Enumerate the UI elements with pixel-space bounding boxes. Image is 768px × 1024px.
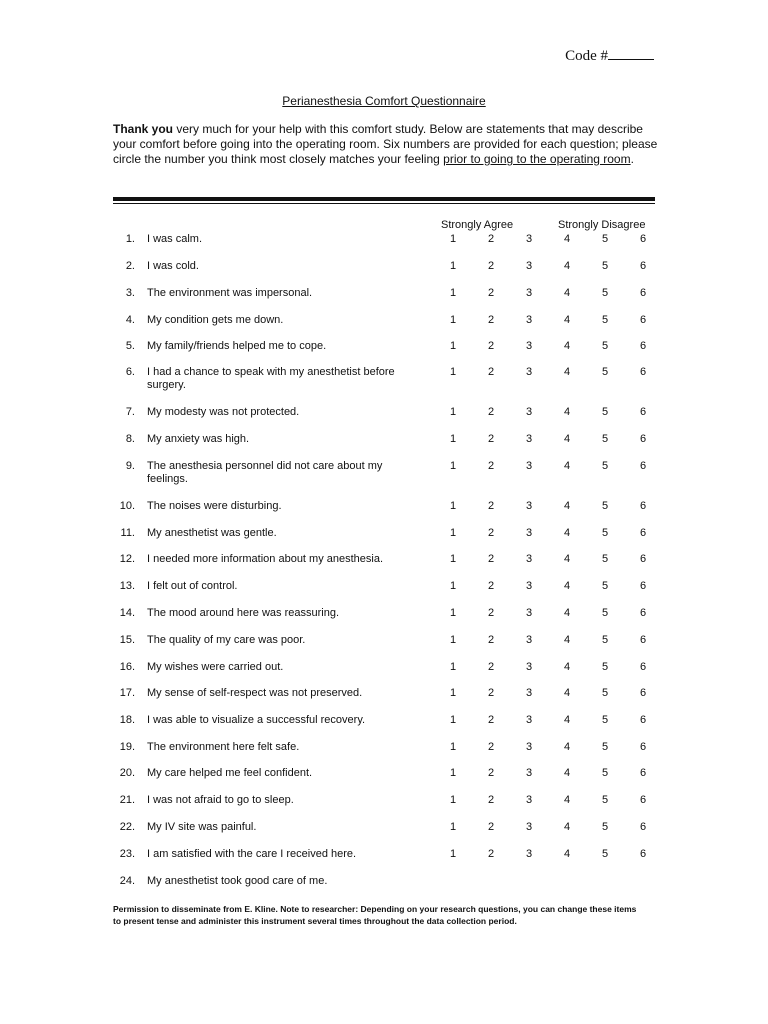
rating-option-4[interactable]: 4 bbox=[563, 661, 571, 673]
rating-option-2[interactable]: 2 bbox=[487, 460, 495, 472]
question-number: 22. bbox=[119, 821, 135, 833]
rating-option-1[interactable]: 1 bbox=[449, 553, 457, 565]
rating-option-5[interactable]: 5 bbox=[601, 527, 609, 539]
rating-option-2[interactable]: 2 bbox=[487, 661, 495, 673]
rating-option-1[interactable]: 1 bbox=[449, 687, 457, 699]
rating-option-6[interactable]: 6 bbox=[639, 687, 647, 699]
rating-option-6[interactable]: 6 bbox=[639, 314, 647, 326]
rating-option-1[interactable]: 1 bbox=[449, 848, 457, 860]
rating-option-1[interactable]: 1 bbox=[449, 287, 457, 299]
question-statement: I was not afraid to go to sleep. bbox=[147, 794, 294, 806]
rating-option-5[interactable]: 5 bbox=[601, 260, 609, 272]
rating-option-6[interactable]: 6 bbox=[639, 433, 647, 445]
footer-note: Permission to disseminate from E. Kline. Note to researcher: Depending on your research questions, you can change these items to present tense and administer this instrument several times throughout the data collection period. bbox=[113, 904, 637, 926]
question-number: 20. bbox=[119, 767, 135, 779]
question-statement: My family/friends helped me to cope. bbox=[147, 340, 327, 352]
rating-option-6[interactable]: 6 bbox=[639, 580, 647, 592]
rating-option-5[interactable]: 5 bbox=[601, 687, 609, 699]
question-statement: My wishes were carried out. bbox=[147, 661, 284, 673]
rating-option-2[interactable]: 2 bbox=[487, 287, 495, 299]
rating-option-3[interactable]: 3 bbox=[525, 527, 533, 539]
rating-option-6[interactable]: 6 bbox=[639, 634, 647, 646]
rating-option-6[interactable]: 6 bbox=[639, 767, 647, 779]
rating-option-3[interactable]: 3 bbox=[525, 287, 533, 299]
rating-option-2[interactable]: 2 bbox=[487, 527, 495, 539]
question-statement: My IV site was painful. bbox=[147, 821, 257, 833]
rating-option-5[interactable]: 5 bbox=[601, 340, 609, 352]
rating-option-6[interactable]: 6 bbox=[639, 500, 647, 512]
rating-option-3[interactable]: 3 bbox=[525, 848, 533, 860]
rating-option-2[interactable]: 2 bbox=[487, 340, 495, 352]
rating-option-2[interactable]: 2 bbox=[487, 634, 495, 646]
question-statement: My anesthetist took good care of me. bbox=[147, 875, 328, 887]
rating-option-4[interactable]: 4 bbox=[563, 741, 571, 753]
rating-option-6[interactable]: 6 bbox=[639, 794, 647, 806]
rating-option-6[interactable]: 6 bbox=[639, 340, 647, 352]
question-number: 5. bbox=[125, 340, 135, 352]
rating-option-6[interactable]: 6 bbox=[639, 260, 647, 272]
rating-option-3[interactable]: 3 bbox=[525, 607, 533, 619]
rating-option-1[interactable]: 1 bbox=[449, 406, 457, 418]
rating-option-4[interactable]: 4 bbox=[563, 767, 571, 779]
rating-option-6[interactable]: 6 bbox=[639, 661, 647, 673]
rating-option-2[interactable]: 2 bbox=[487, 233, 495, 245]
rating-option-2[interactable]: 2 bbox=[487, 714, 495, 726]
rating-option-6[interactable]: 6 bbox=[639, 607, 647, 619]
rating-option-3[interactable]: 3 bbox=[525, 460, 533, 472]
rating-option-1[interactable]: 1 bbox=[449, 233, 457, 245]
question-statement: I felt out of control. bbox=[147, 580, 238, 592]
rating-option-1[interactable]: 1 bbox=[449, 794, 457, 806]
question-statement: My care helped me feel confident. bbox=[147, 767, 313, 779]
scale-left-label: Strongly Agree bbox=[441, 219, 514, 231]
rating-option-5[interactable]: 5 bbox=[601, 460, 609, 472]
rating-option-2[interactable]: 2 bbox=[487, 500, 495, 512]
question-statement: The environment here felt safe. bbox=[147, 741, 300, 753]
rating-option-1[interactable]: 1 bbox=[449, 366, 457, 378]
rating-option-4[interactable]: 4 bbox=[563, 260, 571, 272]
divider-thick bbox=[113, 197, 655, 201]
rating-option-5[interactable]: 5 bbox=[601, 580, 609, 592]
rating-option-3[interactable]: 3 bbox=[525, 340, 533, 352]
question-number: 9. bbox=[125, 460, 135, 472]
question-number: 8. bbox=[125, 433, 135, 445]
rating-option-6[interactable]: 6 bbox=[639, 406, 647, 418]
question-number: 17. bbox=[119, 687, 135, 699]
rating-option-6[interactable]: 6 bbox=[639, 233, 647, 245]
question-statement: My condition gets me down. bbox=[147, 314, 284, 326]
rating-option-4[interactable]: 4 bbox=[563, 553, 571, 565]
rating-option-2[interactable]: 2 bbox=[487, 767, 495, 779]
rating-option-2[interactable]: 2 bbox=[487, 433, 495, 445]
intro-paragraph bbox=[113, 122, 658, 167]
question-number: 19. bbox=[119, 741, 135, 753]
intro-thank-you: Thank you bbox=[113, 122, 174, 136]
rating-option-2[interactable]: 2 bbox=[487, 607, 495, 619]
rating-option-6[interactable]: 6 bbox=[639, 366, 647, 378]
rating-option-4[interactable]: 4 bbox=[563, 607, 571, 619]
rating-option-3[interactable]: 3 bbox=[525, 314, 533, 326]
question-statement: My sense of self-respect was not preserved. bbox=[147, 687, 363, 699]
question-statement: The quality of my care was poor. bbox=[147, 634, 306, 646]
rating-option-2[interactable]: 2 bbox=[487, 406, 495, 418]
rating-option-3[interactable]: 3 bbox=[525, 406, 533, 418]
rating-option-1[interactable]: 1 bbox=[449, 634, 457, 646]
question-statement: My modesty was not protected. bbox=[147, 406, 300, 418]
rating-option-3[interactable]: 3 bbox=[525, 767, 533, 779]
question-number: 24. bbox=[119, 875, 135, 887]
rating-option-1[interactable]: 1 bbox=[449, 767, 457, 779]
rating-option-1[interactable]: 1 bbox=[449, 340, 457, 352]
rating-option-5[interactable]: 5 bbox=[601, 634, 609, 646]
rating-option-6[interactable]: 6 bbox=[639, 553, 647, 565]
rating-option-6[interactable]: 6 bbox=[639, 287, 647, 299]
rating-option-5[interactable]: 5 bbox=[601, 500, 609, 512]
rating-option-3[interactable]: 3 bbox=[525, 714, 533, 726]
question-number: 1. bbox=[125, 233, 135, 245]
rating-option-1[interactable]: 1 bbox=[449, 580, 457, 592]
rating-option-1[interactable]: 1 bbox=[449, 661, 457, 673]
rating-option-4[interactable]: 4 bbox=[563, 233, 571, 245]
question-statement: I was cold. bbox=[147, 260, 199, 272]
question-statement: The mood around here was reassuring. bbox=[147, 607, 339, 619]
question-statement: I needed more information about my anesthesia. bbox=[147, 553, 384, 565]
question-number: 15. bbox=[119, 634, 135, 646]
rating-option-2[interactable]: 2 bbox=[487, 687, 495, 699]
rating-option-3[interactable]: 3 bbox=[525, 233, 533, 245]
title-text: Perianesthesia Comfort Questionnaire bbox=[282, 94, 486, 108]
code-blank-line[interactable] bbox=[608, 47, 654, 60]
question-statement: The environment was impersonal. bbox=[147, 287, 313, 299]
rating-option-3[interactable]: 3 bbox=[525, 741, 533, 753]
code-field bbox=[565, 47, 654, 65]
rating-option-3[interactable]: 3 bbox=[525, 260, 533, 272]
rating-option-4[interactable]: 4 bbox=[563, 287, 571, 299]
rating-option-5[interactable]: 5 bbox=[601, 767, 609, 779]
rating-option-4[interactable]: 4 bbox=[563, 460, 571, 472]
rating-option-6[interactable]: 6 bbox=[639, 714, 647, 726]
intro-underlined: prior to going to the operating room bbox=[443, 152, 631, 166]
rating-option-1[interactable]: 1 bbox=[449, 500, 457, 512]
rating-option-5[interactable]: 5 bbox=[601, 366, 609, 378]
rating-option-1[interactable]: 1 bbox=[449, 741, 457, 753]
question-number: 16. bbox=[119, 661, 135, 673]
rating-option-4[interactable]: 4 bbox=[563, 634, 571, 646]
rating-option-3[interactable]: 3 bbox=[525, 366, 533, 378]
rating-option-2[interactable]: 2 bbox=[487, 821, 495, 833]
rating-option-4[interactable]: 4 bbox=[563, 821, 571, 833]
scale-right-label: Strongly Disagree bbox=[558, 219, 646, 231]
rating-option-1[interactable]: 1 bbox=[449, 821, 457, 833]
rating-option-5[interactable]: 5 bbox=[601, 714, 609, 726]
rating-option-5[interactable]: 5 bbox=[601, 607, 609, 619]
rating-option-3[interactable]: 3 bbox=[525, 553, 533, 565]
rating-option-5[interactable]: 5 bbox=[601, 794, 609, 806]
question-number: 6. bbox=[125, 366, 135, 378]
question-number: 3. bbox=[125, 287, 135, 299]
rating-option-5[interactable]: 5 bbox=[601, 661, 609, 673]
rating-option-5[interactable]: 5 bbox=[601, 553, 609, 565]
rating-option-2[interactable]: 2 bbox=[487, 260, 495, 272]
rating-option-4[interactable]: 4 bbox=[563, 794, 571, 806]
rating-option-4[interactable]: 4 bbox=[563, 714, 571, 726]
rating-option-4[interactable]: 4 bbox=[563, 406, 571, 418]
question-number: 2. bbox=[125, 260, 135, 272]
rating-option-3[interactable]: 3 bbox=[525, 433, 533, 445]
rating-option-3[interactable]: 3 bbox=[525, 687, 533, 699]
rating-option-4[interactable]: 4 bbox=[563, 500, 571, 512]
divider-thin bbox=[113, 203, 655, 204]
rating-option-2[interactable]: 2 bbox=[487, 314, 495, 326]
rating-option-5[interactable]: 5 bbox=[601, 287, 609, 299]
rating-option-1[interactable]: 1 bbox=[449, 460, 457, 472]
rating-option-4[interactable]: 4 bbox=[563, 366, 571, 378]
question-number: 21. bbox=[119, 794, 135, 806]
rating-option-2[interactable]: 2 bbox=[487, 580, 495, 592]
page-title bbox=[0, 94, 768, 108]
rating-option-6[interactable]: 6 bbox=[639, 848, 647, 860]
question-statement: I was able to visualize a successful recovery. bbox=[147, 714, 366, 726]
rating-option-6[interactable]: 6 bbox=[639, 460, 647, 472]
rating-option-6[interactable]: 6 bbox=[639, 821, 647, 833]
rating-option-3[interactable]: 3 bbox=[525, 821, 533, 833]
rating-option-4[interactable]: 4 bbox=[563, 340, 571, 352]
rating-option-2[interactable]: 2 bbox=[487, 741, 495, 753]
question-statement: The anesthesia personnel did not care about my feelings. bbox=[147, 460, 383, 485]
rating-option-1[interactable]: 1 bbox=[449, 433, 457, 445]
rating-option-2[interactable]: 2 bbox=[487, 794, 495, 806]
question-number: 11. bbox=[120, 527, 135, 539]
code-label: Code # bbox=[565, 48, 608, 64]
rating-option-1[interactable]: 1 bbox=[449, 260, 457, 272]
rating-option-4[interactable]: 4 bbox=[563, 848, 571, 860]
rating-option-3[interactable]: 3 bbox=[525, 661, 533, 673]
rating-option-2[interactable]: 2 bbox=[487, 366, 495, 378]
question-number: 12. bbox=[119, 553, 135, 565]
rating-option-5[interactable]: 5 bbox=[601, 406, 609, 418]
question-number: 10. bbox=[119, 500, 135, 512]
rating-option-4[interactable]: 4 bbox=[563, 687, 571, 699]
rating-option-5[interactable]: 5 bbox=[601, 821, 609, 833]
rating-option-3[interactable]: 3 bbox=[525, 634, 533, 646]
rating-option-1[interactable]: 1 bbox=[449, 527, 457, 539]
rating-option-1[interactable]: 1 bbox=[449, 314, 457, 326]
intro-text-part1: very much for your help with this comfort study. Below are statements that may describe your comfort before going into the operating room. Six numbers are provided for each question; please circle the number you think most closely matches your feeling bbox=[113, 122, 658, 166]
question-number: 13. bbox=[119, 580, 135, 592]
question-statement: My anxiety was high. bbox=[147, 433, 250, 445]
rating-option-1[interactable]: 1 bbox=[449, 714, 457, 726]
question-number: 23. bbox=[119, 848, 135, 860]
rating-option-5[interactable]: 5 bbox=[601, 233, 609, 245]
rating-option-5[interactable]: 5 bbox=[601, 433, 609, 445]
rating-option-3[interactable]: 3 bbox=[525, 500, 533, 512]
question-statement: The noises were disturbing. bbox=[147, 500, 282, 512]
question-number: 14. bbox=[119, 607, 135, 619]
intro-text-part2: . bbox=[630, 152, 634, 166]
rating-option-4[interactable]: 4 bbox=[563, 580, 571, 592]
rating-option-2[interactable]: 2 bbox=[487, 553, 495, 565]
rating-option-6[interactable]: 6 bbox=[639, 741, 647, 753]
rating-option-3[interactable]: 3 bbox=[525, 794, 533, 806]
question-statement: My anesthetist was gentle. bbox=[147, 527, 277, 539]
rating-option-6[interactable]: 6 bbox=[639, 527, 647, 539]
rating-option-2[interactable]: 2 bbox=[487, 848, 495, 860]
question-statement: I am satisfied with the care I received here. bbox=[147, 848, 357, 860]
question-statement: I had a chance to speak with my anesthetist before surgery. bbox=[147, 366, 395, 391]
rating-option-5[interactable]: 5 bbox=[601, 741, 609, 753]
rating-option-1[interactable]: 1 bbox=[449, 607, 457, 619]
rating-option-4[interactable]: 4 bbox=[563, 314, 571, 326]
rating-option-5[interactable]: 5 bbox=[601, 848, 609, 860]
rating-option-4[interactable]: 4 bbox=[563, 527, 571, 539]
rating-option-5[interactable]: 5 bbox=[601, 314, 609, 326]
rating-option-3[interactable]: 3 bbox=[525, 580, 533, 592]
rating-option-4[interactable]: 4 bbox=[563, 433, 571, 445]
question-number: 7. bbox=[125, 406, 135, 418]
question-number: 4. bbox=[125, 314, 135, 326]
question-number: 18. bbox=[119, 714, 135, 726]
question-statement: I was calm. bbox=[147, 233, 203, 245]
